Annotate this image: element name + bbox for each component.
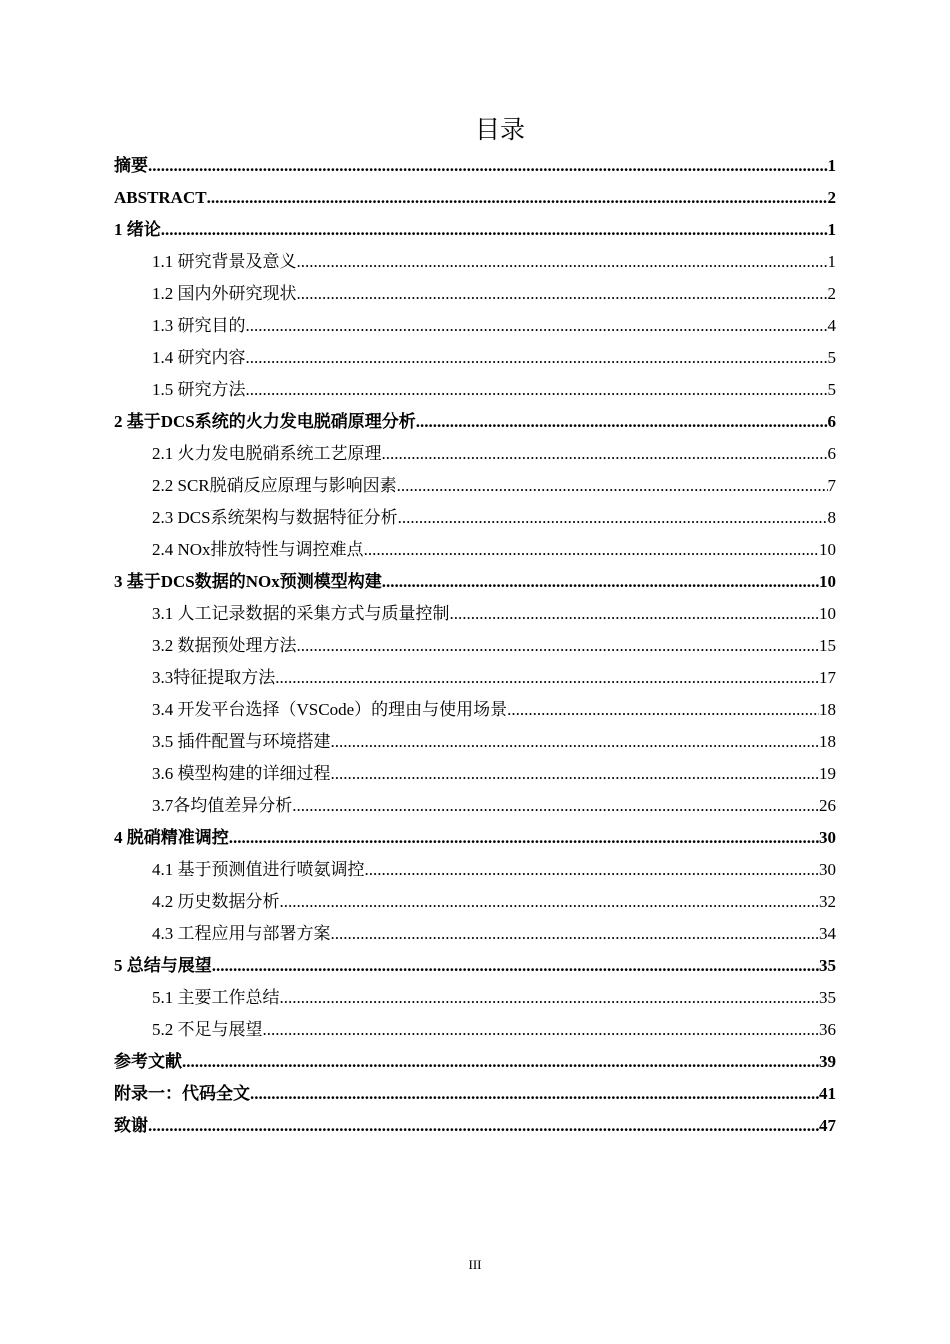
dot-leader <box>246 374 828 406</box>
page-number-footer: III <box>468 1257 482 1272</box>
dot-leader <box>148 1110 819 1142</box>
toc-entry-title: 1.5 研究方法 <box>152 380 246 399</box>
dot-leader <box>382 438 828 470</box>
toc-entry-title: 2.1 火力发电脱硝系统工艺原理 <box>152 444 382 463</box>
dot-leader <box>246 342 828 374</box>
toc-entry-page-number: 6 <box>827 444 836 463</box>
dot-leader <box>450 598 820 630</box>
toc-entry-title: ABSTRACT <box>114 188 207 207</box>
toc-entry[interactable] <box>114 214 836 246</box>
toc-entry-title: 3.6 模型构建的详细过程 <box>152 764 331 783</box>
dot-leader <box>297 278 828 310</box>
dot-leader <box>280 982 820 1014</box>
toc-entry-page-number: 36 <box>819 1020 836 1039</box>
dot-leader <box>382 566 819 598</box>
toc-entry-title: 参考文献 <box>114 1052 182 1071</box>
toc-entry[interactable] <box>114 598 836 630</box>
toc-entry-title: 致谢 <box>114 1116 148 1135</box>
toc-entry[interactable] <box>114 374 836 406</box>
toc-entry[interactable] <box>114 150 836 182</box>
toc-entry-title: 2.2 SCR脱硝反应原理与影响因素 <box>152 476 397 495</box>
toc-entry[interactable] <box>114 438 836 470</box>
toc-entry-page-number: 10 <box>819 540 836 559</box>
toc-entry-page-number: 19 <box>819 764 836 783</box>
dot-leader <box>507 694 819 726</box>
dot-leader <box>250 1078 819 1110</box>
toc-entry[interactable] <box>114 1078 836 1110</box>
toc-entry[interactable] <box>114 790 836 822</box>
toc-entry-page-number: 10 <box>819 572 836 591</box>
toc-entry-title: 2.3 DCS系统架构与数据特征分析 <box>152 508 398 527</box>
toc-entry-title: 1.2 国内外研究现状 <box>152 284 297 303</box>
toc-entry[interactable] <box>114 662 836 694</box>
toc-entry-title: 附录一：代码全文 <box>114 1084 250 1103</box>
dot-leader <box>263 1014 820 1046</box>
toc-entry[interactable] <box>114 918 836 950</box>
toc-entry-page-number: 10 <box>819 604 836 623</box>
toc-entry-title: 4 脱硝精准调控 <box>114 828 229 847</box>
toc-entry-page-number: 35 <box>819 988 836 1007</box>
toc-entry-page-number: 6 <box>827 412 836 431</box>
toc-entry-page-number: 17 <box>819 668 836 687</box>
dot-leader <box>297 246 828 278</box>
table-of-contents <box>114 150 836 1142</box>
toc-entry[interactable] <box>114 758 836 790</box>
toc-entry-page-number: 7 <box>827 476 836 495</box>
toc-entry-title: 1 绪论 <box>114 220 161 239</box>
toc-entry-title: 5.1 主要工作总结 <box>152 988 280 1007</box>
dot-leader <box>212 950 819 982</box>
dot-leader <box>292 790 819 822</box>
dot-leader <box>416 406 828 438</box>
toc-entry[interactable] <box>114 950 836 982</box>
dot-leader <box>297 630 820 662</box>
toc-entry-page-number: 2 <box>827 188 836 207</box>
toc-entry[interactable] <box>114 470 836 502</box>
toc-entry[interactable] <box>114 342 836 374</box>
dot-leader <box>398 502 828 534</box>
page-title: 目录 <box>474 115 525 144</box>
toc-entry[interactable] <box>114 822 836 854</box>
dot-leader <box>246 310 828 342</box>
toc-entry-title: 2.4 NOx排放特性与调控难点 <box>152 540 364 559</box>
toc-entry[interactable] <box>114 182 836 214</box>
toc-entry-title: 3.7各均值差异分析 <box>152 796 293 815</box>
toc-entry-page-number: 39 <box>819 1052 836 1071</box>
dot-leader <box>365 854 820 886</box>
toc-entry-page-number: 41 <box>819 1084 836 1103</box>
toc-entry-page-number: 1 <box>827 220 836 239</box>
toc-entry[interactable] <box>114 278 836 310</box>
toc-entry-title: 3.5 插件配置与环境搭建 <box>152 732 331 751</box>
dot-leader <box>229 822 819 854</box>
toc-entry[interactable] <box>114 630 836 662</box>
toc-entry[interactable] <box>114 854 836 886</box>
toc-entry-title: 摘要 <box>114 156 148 175</box>
toc-entry[interactable] <box>114 726 836 758</box>
dot-leader <box>207 182 828 214</box>
toc-entry-page-number: 4 <box>827 316 836 335</box>
toc-entry-page-number: 1 <box>827 252 836 271</box>
toc-entry-page-number: 15 <box>819 636 836 655</box>
toc-entry-page-number: 5 <box>827 348 836 367</box>
dot-leader <box>331 918 820 950</box>
toc-entry-title: 3 基于DCS数据的NOx预测模型构建 <box>114 572 382 591</box>
dot-leader <box>275 662 819 694</box>
toc-entry-title: 3.4 开发平台选择（VSCode）的理由与使用场景 <box>152 700 508 719</box>
toc-entry-page-number: 5 <box>827 380 836 399</box>
toc-entry-page-number: 34 <box>819 924 836 943</box>
toc-entry-title: 2 基于DCS系统的火力发电脱硝原理分析 <box>114 412 416 431</box>
toc-entry[interactable] <box>114 1046 836 1078</box>
toc-entry[interactable] <box>114 982 836 1014</box>
dot-leader <box>161 214 828 246</box>
toc-entry-title: 1.1 研究背景及意义 <box>152 252 297 271</box>
toc-entry[interactable] <box>114 1110 836 1142</box>
toc-entry-page-number: 47 <box>819 1116 836 1135</box>
toc-entry-page-number: 1 <box>827 156 836 175</box>
toc-entry-title: 4.1 基于预测值进行喷氨调控 <box>152 860 365 879</box>
toc-entry-title: 5 总结与展望 <box>114 956 212 975</box>
toc-entry-page-number: 18 <box>819 700 836 719</box>
toc-entry-page-number: 26 <box>819 796 836 815</box>
dot-leader <box>148 150 828 182</box>
toc-entry[interactable] <box>114 566 836 598</box>
toc-entry-page-number: 35 <box>819 956 836 975</box>
toc-entry-page-number: 2 <box>827 284 836 303</box>
toc-entry[interactable] <box>114 886 836 918</box>
toc-entry[interactable] <box>114 502 836 534</box>
dot-leader <box>331 726 820 758</box>
dot-leader <box>331 758 820 790</box>
toc-entry-page-number: 32 <box>819 892 836 911</box>
toc-entry[interactable] <box>114 694 836 726</box>
dot-leader <box>397 470 828 502</box>
toc-entry-title: 4.3 工程应用与部署方案 <box>152 924 331 943</box>
toc-entry-page-number: 8 <box>827 508 836 527</box>
toc-entry[interactable] <box>114 534 836 566</box>
dot-leader <box>280 886 820 918</box>
toc-entry-page-number: 18 <box>819 732 836 751</box>
toc-entry[interactable] <box>114 310 836 342</box>
toc-entry[interactable] <box>114 406 836 438</box>
toc-entry-title: 3.2 数据预处理方法 <box>152 636 297 655</box>
dot-leader <box>182 1046 819 1078</box>
toc-entry-title: 3.1 人工记录数据的采集方式与质量控制 <box>152 604 450 623</box>
toc-entry[interactable] <box>114 246 836 278</box>
toc-entry-title: 4.2 历史数据分析 <box>152 892 280 911</box>
toc-entry-title: 1.4 研究内容 <box>152 348 246 367</box>
toc-entry-title: 1.3 研究目的 <box>152 316 246 335</box>
toc-entry-title: 5.2 不足与展望 <box>152 1020 263 1039</box>
toc-entry-title: 3.3特征提取方法 <box>152 668 276 687</box>
toc-entry-page-number: 30 <box>819 860 836 879</box>
toc-entry-page-number: 30 <box>819 828 836 847</box>
dot-leader <box>364 534 819 566</box>
toc-entry[interactable] <box>114 1014 836 1046</box>
